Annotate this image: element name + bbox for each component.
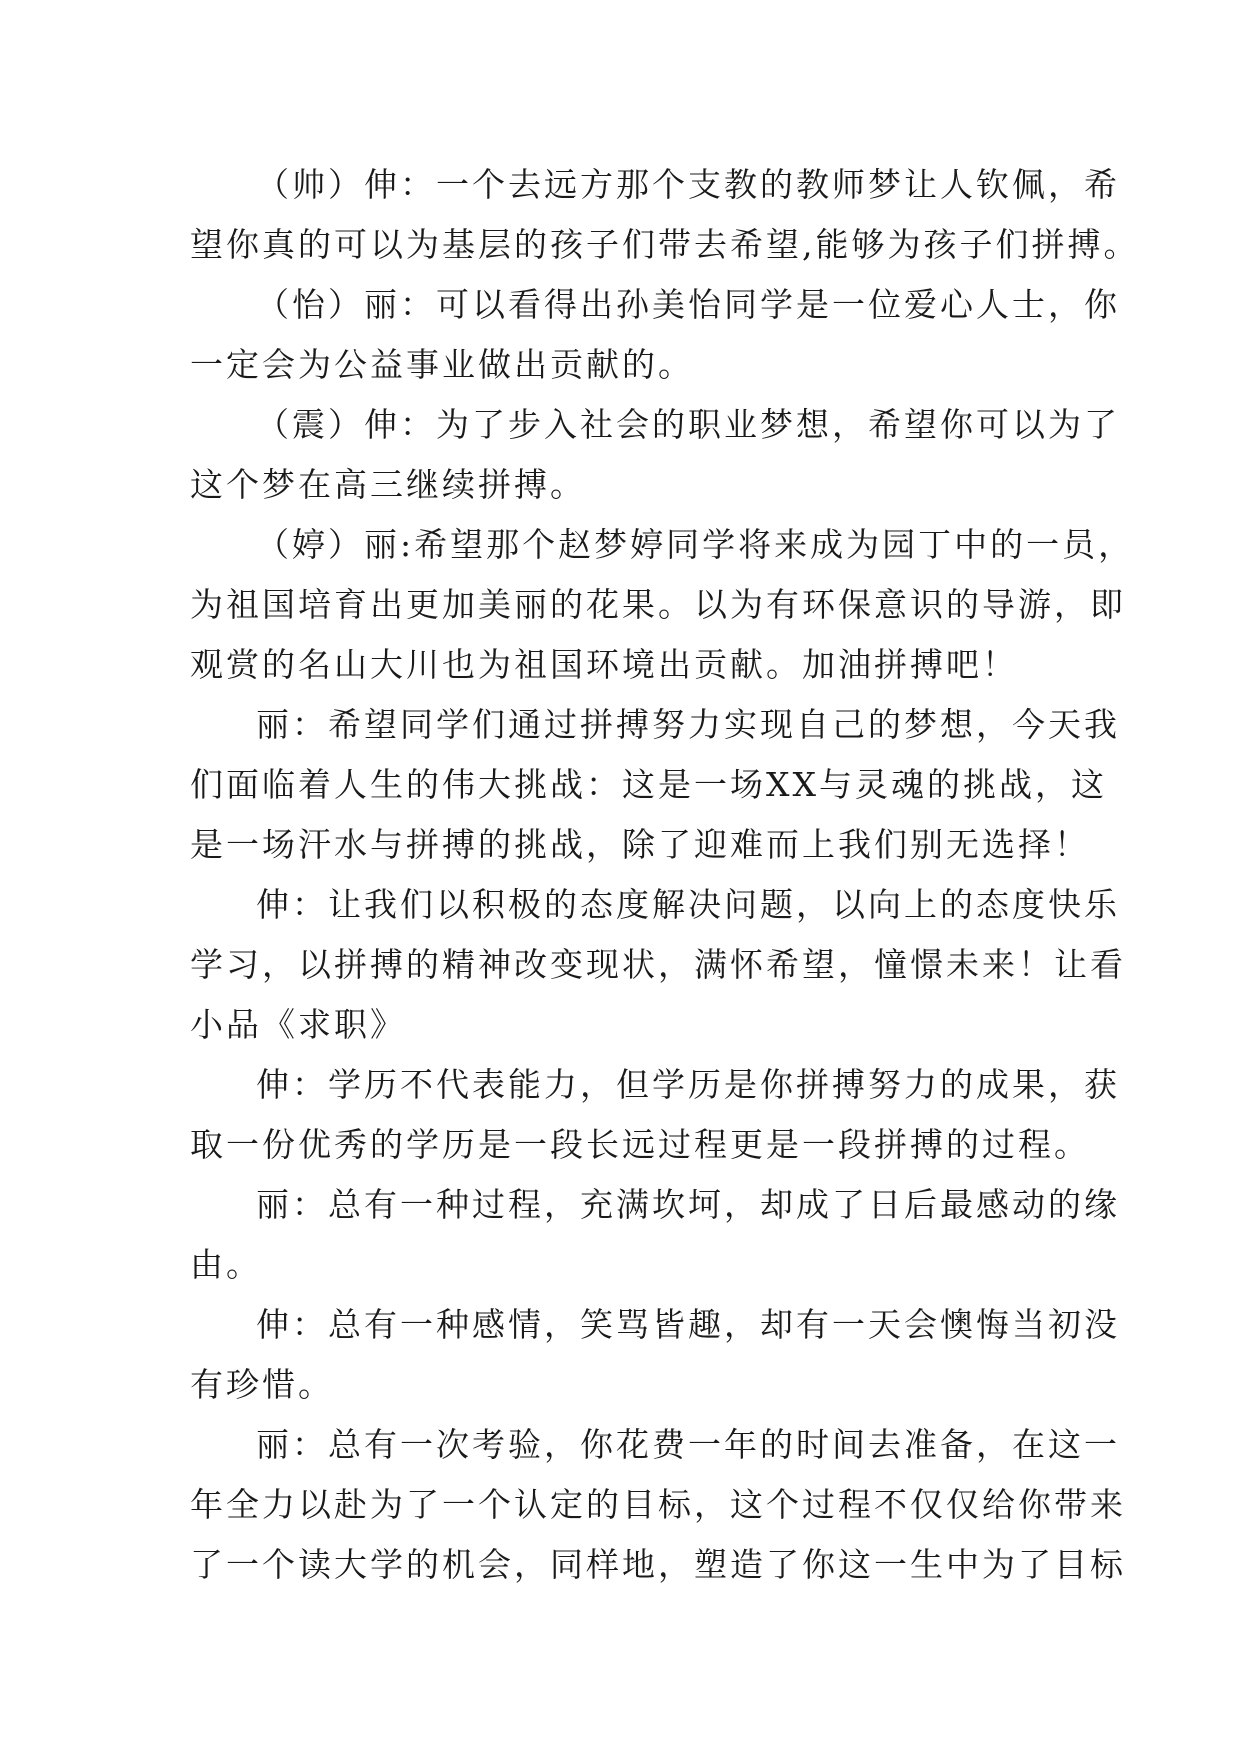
paragraph-line: （婷）丽:希望那个赵梦婷同学将来成为园丁中的一员， (256, 525, 1135, 564)
paragraph-line: 由。 (190, 1245, 262, 1284)
paragraph-line: 年全力以赴为了一个认定的目标，这个过程不仅仅给你带来 (190, 1485, 1126, 1524)
paragraph-line: 们面临着人生的伟大挑战：这是一场XX与灵魂的挑战，这 (190, 765, 1107, 804)
paragraph-line: 伸：学历不代表能力，但学历是你拼搏努力的成果，获 (256, 1065, 1120, 1104)
paragraph (190, 695, 1120, 875)
paragraph-line: 是一场汗水与拼搏的挑战，除了迎难而上我们别无选择！ (190, 825, 1090, 864)
paragraph (190, 395, 1120, 515)
paragraph-line: 丽：希望同学们通过拼搏努力实现自己的梦想，今天我 (256, 705, 1120, 744)
paragraph-line: 伸：让我们以积极的态度解决问题，以向上的态度快乐 (256, 885, 1120, 924)
paragraph-line: （帅）伸：一个去远方那个支教的教师梦让人钦佩，希 (256, 165, 1120, 204)
paragraph-line: （震）伸：为了步入社会的职业梦想，希望你可以为了 (256, 405, 1120, 444)
paragraph-line: 学习，以拼搏的精神改变现状，满怀希望，憧憬未来！让看 (190, 945, 1126, 984)
paragraph-line: 观赏的名山大川也为祖国环境出贡献。加油拼搏吧！ (190, 645, 1018, 684)
paragraph (190, 1295, 1120, 1415)
paragraph (190, 1175, 1120, 1295)
paragraph-line: 伸：总有一种感情，笑骂皆趣，却有一天会懊悔当初没 (256, 1305, 1120, 1344)
paragraph-line: 望你真的可以为基层的孩子们带去希望,能够为孩子们拼搏。 (190, 225, 1140, 264)
paragraph (190, 1415, 1126, 1595)
paragraph-line: 丽：总有一种过程，充满坎坷，却成了日后最感动的缘 (256, 1185, 1120, 1224)
paragraph (190, 155, 1140, 275)
paragraph-line: 取一份优秀的学历是一段长远过程更是一段拼搏的过程。 (190, 1125, 1090, 1164)
paragraph-line: 一定会为公益事业做出贡献的。 (190, 345, 694, 384)
paragraph-line: 小品《求职》 (190, 1005, 406, 1044)
paragraph-line: 这个梦在高三继续拼搏。 (190, 465, 586, 504)
paragraph (190, 875, 1126, 1055)
document-body (190, 155, 1140, 1595)
paragraph-line: （怡）丽：可以看得出孙美怡同学是一位爱心人士，你 (256, 285, 1120, 324)
paragraph (190, 1055, 1120, 1175)
paragraph (190, 275, 1120, 395)
paragraph (190, 515, 1135, 695)
paragraph-line: 丽：总有一次考验，你花费一年的时间去准备，在这一 (256, 1425, 1120, 1464)
paragraph-line: 了一个读大学的机会，同样地，塑造了你这一生中为了目标 (190, 1545, 1126, 1584)
paragraph-line: 为祖国培育出更加美丽的花果。以为有环保意识的导游，即 (190, 585, 1126, 624)
paragraph-line: 有珍惜。 (190, 1365, 334, 1404)
